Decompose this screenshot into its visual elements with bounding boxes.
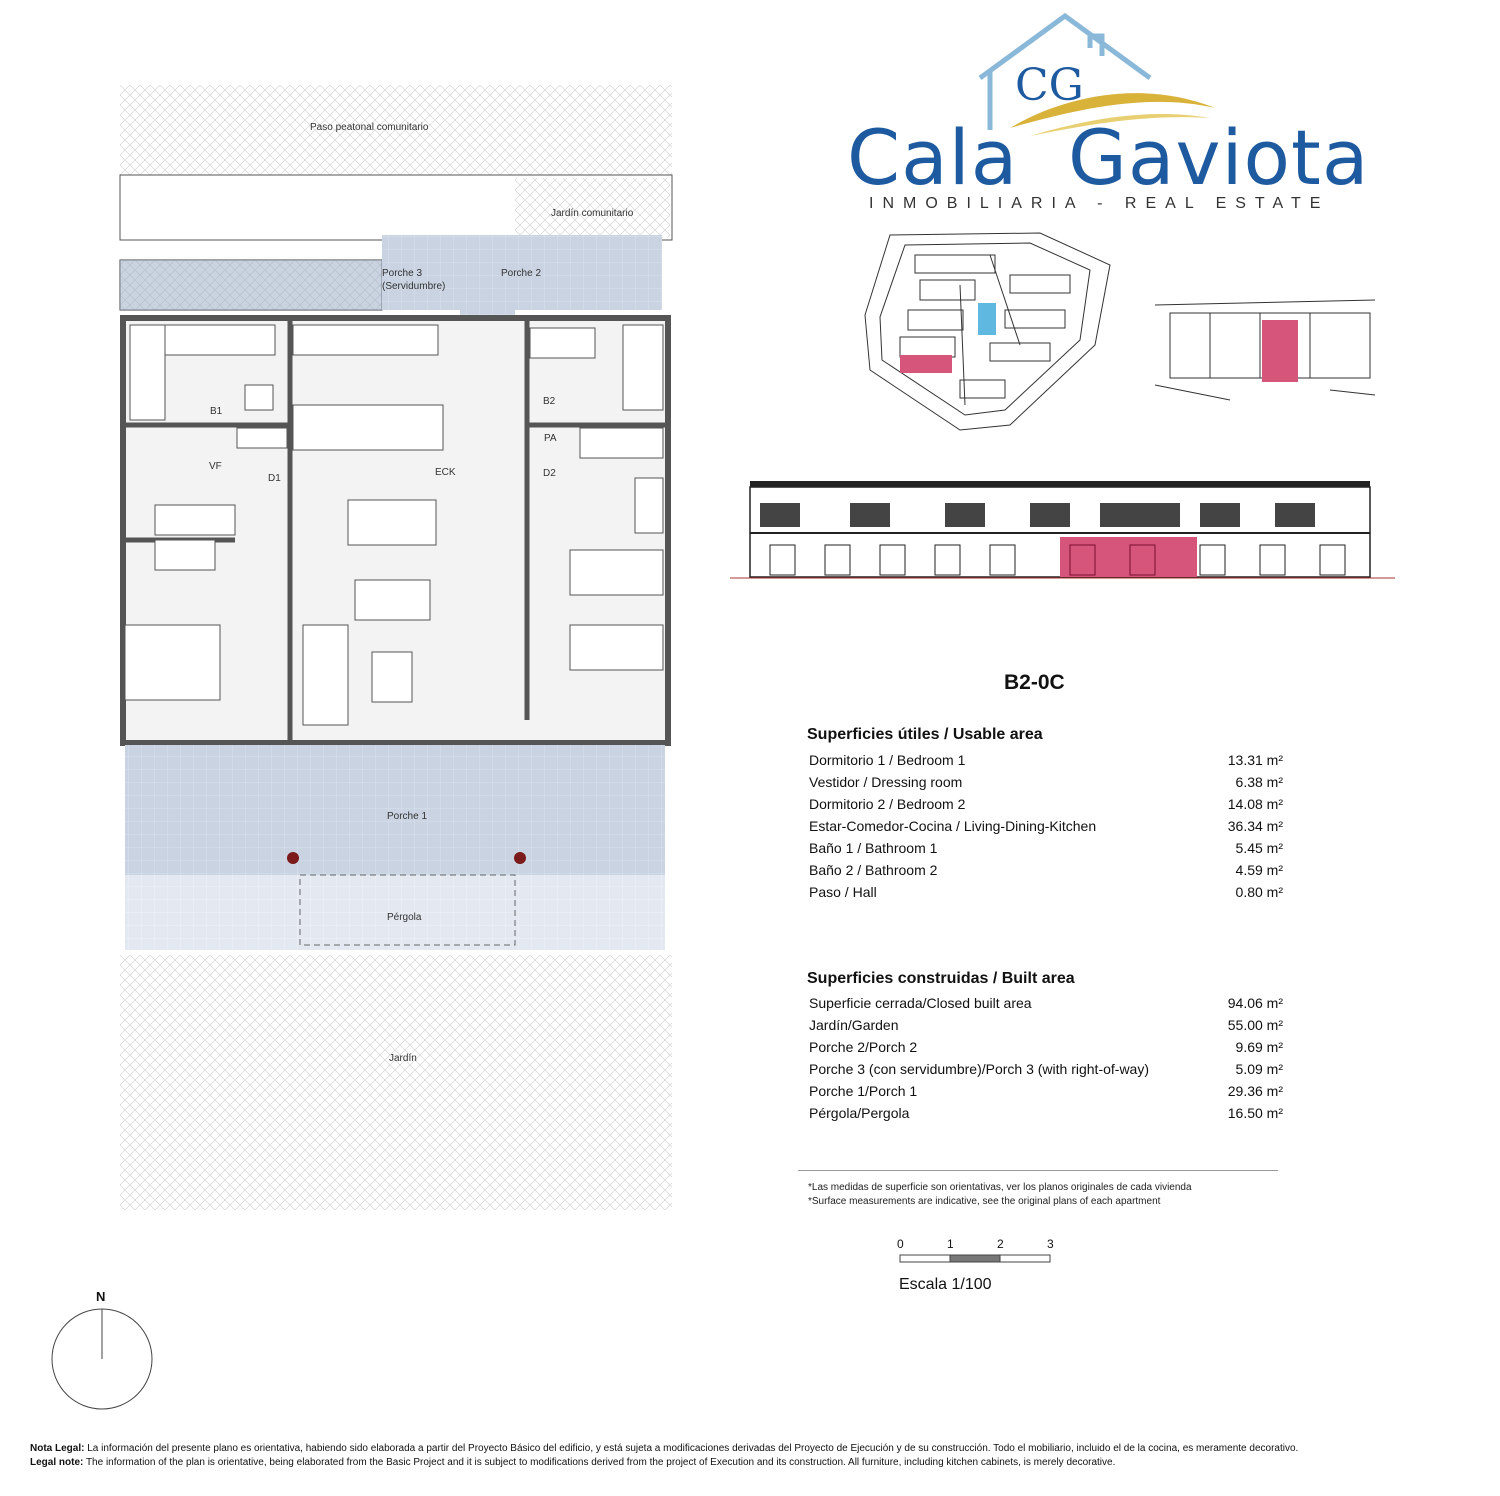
usable-area-label: Estar-Comedor-Cocina / Living-Dining-Kitchen bbox=[809, 818, 1097, 834]
label-b1: B1 bbox=[210, 406, 223, 417]
built-area-label: Porche 3 (con servidumbre)/Porch 3 (with right-of-way) bbox=[809, 1061, 1150, 1077]
usable-area-row bbox=[809, 838, 1283, 858]
brand-name-2: Gaviota bbox=[1068, 113, 1370, 202]
label-d1: D1 bbox=[268, 473, 281, 484]
built-area-row bbox=[809, 993, 1283, 1013]
built-area-row bbox=[809, 1081, 1283, 1101]
footnote-es: *Las medidas de superficie son orientativas, ver los planos originales de cada vivienda bbox=[808, 1182, 1192, 1193]
legal-note-en bbox=[30, 1457, 1115, 1468]
usable-area-value: 4.59 m² bbox=[1235, 862, 1283, 878]
usable-area-value: 0.80 m² bbox=[1235, 884, 1283, 900]
label-b2: B2 bbox=[543, 396, 556, 407]
unit-code: B2-0C bbox=[1004, 671, 1065, 694]
usable-area-value: 36.34 m² bbox=[1227, 818, 1283, 834]
built-area-label: Porche 1/Porch 1 bbox=[809, 1083, 918, 1099]
usable-area-label: Vestidor / Dressing room bbox=[809, 774, 963, 790]
footnote-divider bbox=[798, 1170, 1278, 1171]
built-area-value: 16.50 m² bbox=[1227, 1105, 1283, 1121]
label-eck: ECK bbox=[435, 467, 456, 478]
scale-bar bbox=[899, 1254, 1054, 1264]
built-area-row bbox=[809, 1015, 1283, 1035]
usable-area-label: Baño 1 / Bathroom 1 bbox=[809, 840, 938, 856]
label-pa: PA bbox=[544, 433, 557, 444]
site-key-plan bbox=[860, 225, 1120, 435]
built-area-title: Superficies construidas / Built area bbox=[807, 970, 1075, 987]
building-elevation bbox=[730, 475, 1395, 585]
label-pergola: Pérgola bbox=[387, 912, 422, 923]
built-area-label: Porche 2/Porch 2 bbox=[809, 1039, 918, 1055]
usable-area-value: 6.38 m² bbox=[1235, 774, 1283, 790]
built-area-label: Pérgola/Pergola bbox=[809, 1105, 910, 1121]
footnote-en: *Surface measurements are indicative, see the original plans of each apartment bbox=[808, 1196, 1161, 1207]
built-area-label: Jardín/Garden bbox=[809, 1017, 899, 1033]
compass-north: N bbox=[96, 1289, 106, 1304]
label-servidumbre: (Servidumbre) bbox=[382, 281, 446, 292]
built-area-value: 9.69 m² bbox=[1235, 1039, 1283, 1055]
monogram-text: CG bbox=[1015, 60, 1084, 111]
usable-area-value: 5.45 m² bbox=[1235, 840, 1283, 856]
scale-tick-label: 2 bbox=[997, 1237, 1004, 1251]
built-area-value: 94.06 m² bbox=[1227, 995, 1283, 1011]
built-area-value: 55.00 m² bbox=[1227, 1017, 1283, 1033]
legal-text-es: La información del presente plano es orientativa, habiendo sido elaborada a partir del Proyecto Básico del edificio, y está sujeta a modificaciones derivadas del Proyecto de Ejecución y de su construcción. Todo el mobiliario, incluido el de la cocina, es meramente decorativo. bbox=[87, 1443, 1299, 1454]
usable-area-label: Dormitorio 1 / Bedroom 1 bbox=[809, 752, 966, 768]
label-jardin: Jardín bbox=[389, 1053, 417, 1064]
built-area-label: Superficie cerrada/Closed built area bbox=[809, 995, 1032, 1011]
label-vf: VF bbox=[209, 461, 222, 472]
built-area-row bbox=[809, 1103, 1283, 1123]
usable-area-value: 14.08 m² bbox=[1227, 796, 1283, 812]
usable-area-label: Baño 2 / Bathroom 2 bbox=[809, 862, 938, 878]
compass-icon bbox=[48, 1305, 156, 1413]
unit-highlight-site bbox=[900, 355, 952, 373]
label-porche2: Porche 2 bbox=[501, 268, 542, 279]
block-key-plan bbox=[1150, 295, 1380, 405]
label-paso-peatonal: Paso peatonal comunitario bbox=[310, 122, 429, 133]
usable-area-row bbox=[809, 882, 1283, 902]
usable-area-row bbox=[809, 772, 1283, 792]
unit-highlight-block bbox=[1262, 320, 1298, 382]
usable-area-label: Dormitorio 2 / Bedroom 2 bbox=[809, 796, 966, 812]
usable-area-value: 13.31 m² bbox=[1227, 752, 1283, 768]
unit-highlight-elevation bbox=[1060, 537, 1197, 577]
usable-area-row bbox=[809, 794, 1283, 814]
label-porche1: Porche 1 bbox=[387, 811, 428, 822]
legal-label-es: Nota Legal: bbox=[30, 1443, 85, 1454]
scale-tick-label: 1 bbox=[947, 1237, 954, 1251]
label-jardin-comunitario: Jardín comunitario bbox=[551, 208, 634, 219]
scale-tick-label: 0 bbox=[897, 1237, 904, 1251]
built-area-value: 29.36 m² bbox=[1227, 1083, 1283, 1099]
floor-plan bbox=[115, 80, 675, 1215]
legal-text-en: The information of the plan is orientative, being elaborated from the Basic Project and it is subject to modifications derived from the project of Execution and its construction. All furniture, including kitchen cabinets, is merely decorative. bbox=[85, 1457, 1116, 1468]
usable-area-row bbox=[809, 860, 1283, 880]
brand-tagline: INMOBILIARIA - REAL ESTATE bbox=[869, 195, 1330, 212]
built-area-row bbox=[809, 1059, 1283, 1079]
usable-area-row bbox=[809, 816, 1283, 836]
usable-area-label: Paso / Hall bbox=[809, 884, 877, 900]
scale-label: Escala 1/100 bbox=[899, 1276, 992, 1293]
label-porche3: Porche 3 bbox=[382, 268, 423, 279]
label-d2: D2 bbox=[543, 468, 556, 479]
built-area-value: 5.09 m² bbox=[1235, 1061, 1283, 1077]
usable-area-row bbox=[809, 750, 1283, 770]
scale-tick-label: 3 bbox=[1047, 1237, 1054, 1251]
brand-name-1: Cala bbox=[847, 113, 1019, 202]
built-area-row bbox=[809, 1037, 1283, 1057]
legal-label-en: Legal note: bbox=[30, 1457, 84, 1468]
legal-note-es bbox=[30, 1443, 1298, 1454]
usable-area-title: Superficies útiles / Usable area bbox=[807, 726, 1043, 743]
